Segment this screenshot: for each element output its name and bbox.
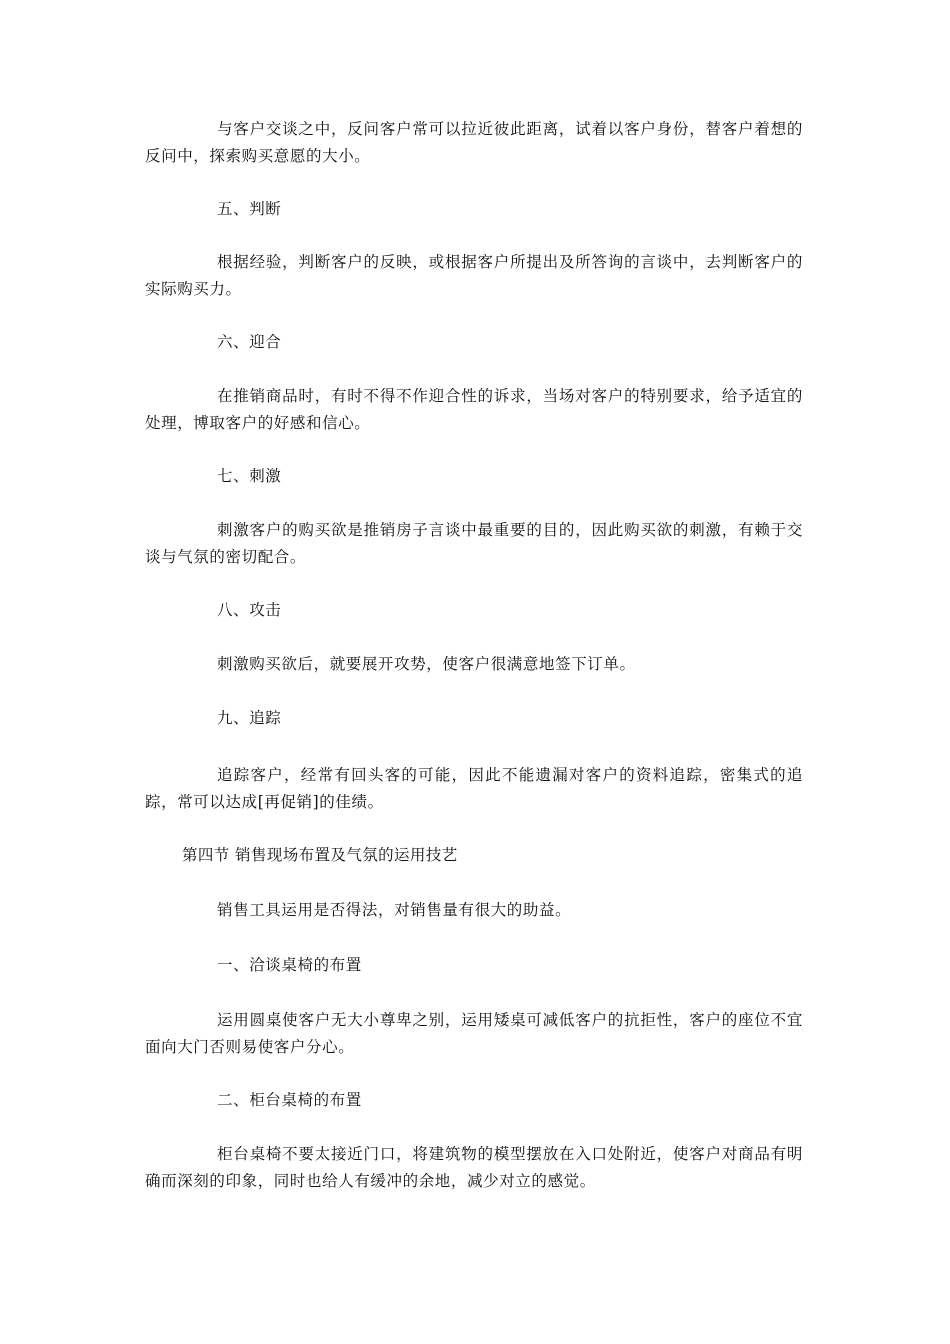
paragraph-sales-tools: 销售工具运用是否得法，对销售量有很大的助益。: [217, 901, 572, 919]
paragraph-counter-question: 与客户交谈之中，反问客户常可以拉近彼此距离，试着以客户身份，替客户着想的反问中，探索购买意愿的大小。: [145, 120, 803, 165]
paragraph-cater: 在推销商品时，有时不得不作迎合性的诉求，当场对客户的特别要求，给予适宜的处理，博取客户的好感和信心。: [145, 387, 803, 432]
paragraph-stimulate: 刺激客户的购买欲是推销房子言谈中最重要的目的，因此购买欲的刺激，有赖于交谈与气氛的密切配合。: [145, 521, 803, 566]
heading-cater: 六、迎合: [217, 333, 282, 351]
heading-stimulate: 七、刺激: [217, 467, 282, 485]
heading-attack: 八、攻击: [217, 601, 282, 619]
paragraph-judge: 根据经验，判断客户的反映，或根据客户所提出及所答询的言谈中，去判断客户的实际购买力。: [145, 253, 803, 298]
heading-judge: 五、判断: [217, 200, 282, 218]
paragraph-attack: 刺激购买欲后，就要展开攻势，使客户很满意地签下订单。: [217, 655, 636, 673]
paragraph-negotiation-tables: 运用圆桌使客户无大小尊卑之别，运用矮桌可减低客户的抗拒性，客户的座位不宜面向大门否则易使客户分心。: [145, 1011, 803, 1056]
heading-counter-tables: 二、柜台桌椅的布置: [217, 1091, 362, 1109]
paragraph-follow-up: 追踪客户，经常有回头客的可能，因此不能遗漏对客户的资料追踪，密集式的追踪，常可以达成[再促销]的佳绩。: [145, 766, 803, 811]
paragraph-counter-tables: 柜台桌椅不要太接近门口，将建筑物的模型摆放在入口处附近，使客户对商品有明确而深刻的印象，同时也给人有缓冲的余地，减少对立的感觉。: [145, 1145, 803, 1190]
heading-negotiation-tables: 一、洽谈桌椅的布置: [217, 956, 362, 974]
section-title: 第四节 销售现场布置及气氛的运用技艺: [182, 846, 458, 864]
heading-follow-up: 九、追踪: [217, 709, 282, 727]
